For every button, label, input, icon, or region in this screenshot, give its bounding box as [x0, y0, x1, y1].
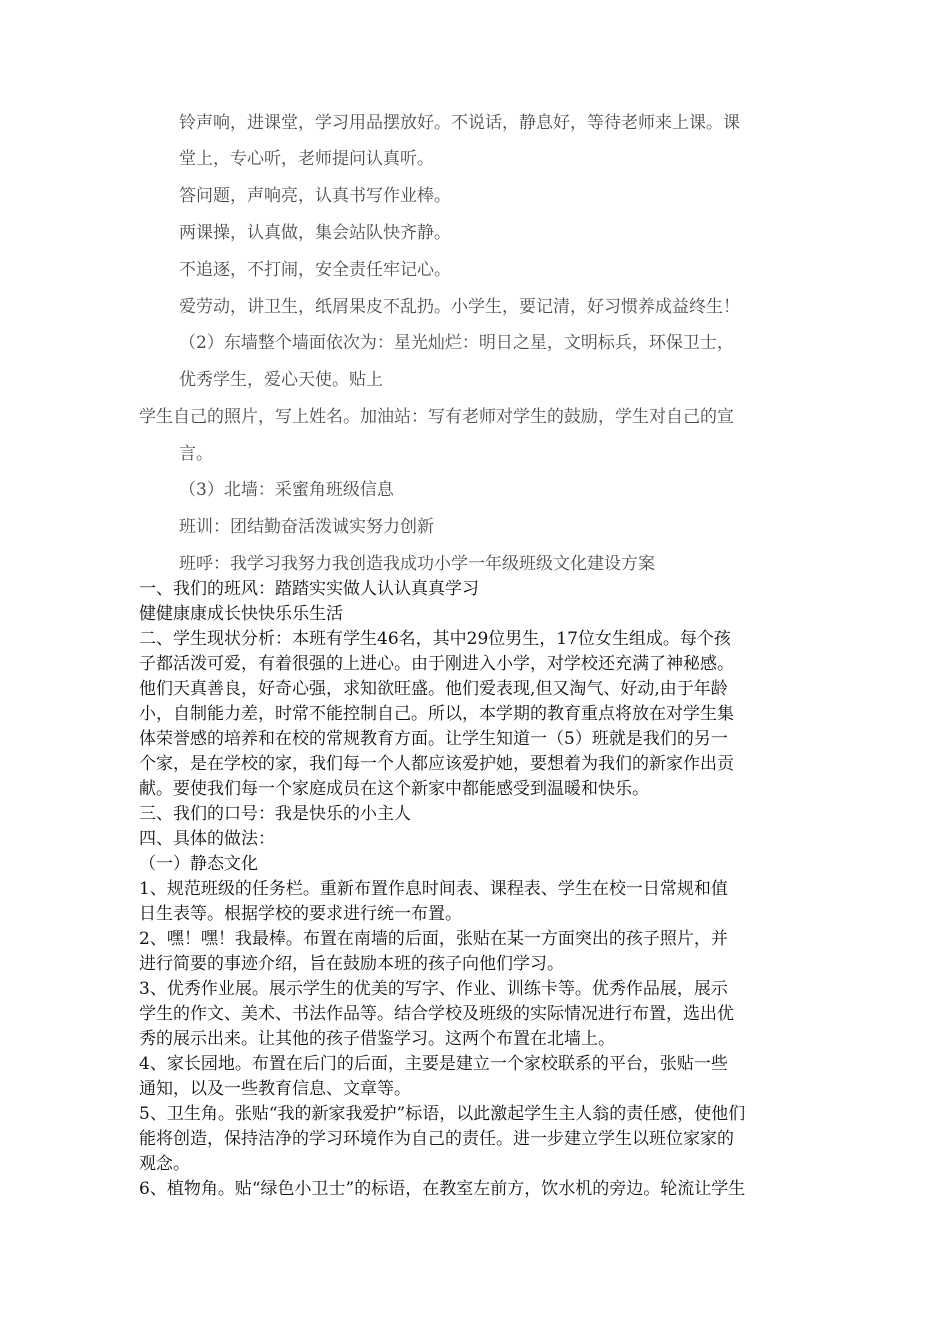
text-line: 通知，以及一些教育信息、文章等。 [139, 1079, 411, 1099]
text-line: 两课操，认真做，集会站队快齐静。 [179, 223, 451, 243]
text-line: 个家，是在学校的家，我们每一个人都应该爱护她，要想着为我们的新家作出贡 [139, 754, 734, 774]
text-line: 6、植物角。贴“绿色小卫士”的标语，在教室左前方，饮水机的旁边。轮流让学生 [139, 1179, 746, 1199]
text-line: 优秀学生，爱心天使。贴上 [179, 370, 383, 390]
text-line: 他们天真善良，好奇心强，求知欲旺盛。他们爱表现,但又淘气、好动,由于年龄 [139, 679, 728, 699]
text-line: 答问题，声响亮，认真书写作业棒。 [179, 186, 451, 206]
text-line: 四、具体的做法： [139, 829, 275, 849]
text-line: 体荣誉感的培养和在校的常规教育方面。让学生知道一（5）班就是我们的另一 [139, 729, 728, 749]
text-line: 一、我们的班风：踏踏实实做人认认真真学习 [139, 579, 479, 599]
text-line: 学生的作文、美术、书法作品等。结合学校及班级的实际情况进行布置，选出优 [139, 1004, 734, 1024]
text-line: 献。要使我们每一个家庭成员在这个新家中都能感受到温暖和快乐。 [139, 779, 649, 799]
text-line: 4、家长园地。布置在后门的后面，主要是建立一个家校联系的平台，张贴一些 [139, 1054, 728, 1074]
text-line: 二、学生现状分析：本班有学生46名，其中29位男生，17位女生组成。每个孩 [139, 629, 731, 649]
text-line: 进行简要的事迹介绍，旨在鼓励本班的孩子向他们学习。 [139, 954, 564, 974]
text-line: 子都活泼可爱，有着很强的上进心。由于刚进入小学，对学校还充满了神秘感。 [139, 654, 734, 674]
text-line: （3）北墙：采蜜角班级信息 [179, 480, 394, 500]
text-line: 不追逐，不打闹，安全责任牢记心。 [179, 260, 451, 280]
text-line: 爱劳动，讲卫生，纸屑果皮不乱扔。小学生，要记清，好习惯养成益终生！ [179, 297, 740, 317]
text-line: 观念。 [139, 1154, 190, 1174]
text-line: 2、嘿！嘿！我最棒。布置在南墙的后面，张贴在某一方面突出的孩子照片，并 [139, 929, 728, 949]
text-line: 班训：团结勤奋活泼诚实努力创新 [179, 517, 434, 537]
text-line: 秀的展示出来。让其他的孩子借鉴学习。这两个布置在北墙上。 [139, 1029, 615, 1049]
text-line: 班呼：我学习我努力我创造我成功小学一年级班级文化建设方案 [179, 554, 655, 574]
text-line: （2）东墙整个墙面依次为：星光灿烂：明日之星，文明标兵，环保卫士， [179, 333, 734, 353]
text-line: 堂上，专心听，老师提问认真听。 [179, 149, 434, 169]
text-line: 言。 [179, 444, 213, 464]
text-line: 日生表等。根据学校的要求进行统一布置。 [139, 904, 462, 924]
text-line: 三、我们的口号：我是快乐的小主人 [139, 804, 411, 824]
text-line: （一）静态文化 [139, 854, 258, 874]
text-line: 健健康康成长快快乐乐生活 [139, 604, 343, 624]
text-line: 能将创造，保持洁净的学习环境作为自己的责任。进一步建立学生以班位家家的 [139, 1129, 734, 1149]
text-line: 铃声响，进课堂，学习用品摆放好。不说话，静息好，等待老师来上课。课 [179, 113, 740, 133]
text-line: 1、规范班级的任务栏。重新布置作息时间表、课程表、学生在校一日常规和值 [139, 879, 728, 899]
text-line: 5、卫生角。张贴“我的新家我爱护”标语，以此激起学生主人翁的责任感，使他们 [139, 1104, 746, 1124]
text-line: 3、优秀作业展。展示学生的优美的写字、作业、训练卡等。优秀作品展，展示 [139, 979, 728, 999]
text-line: 学生自己的照片，写上姓名。加油站：写有老师对学生的鼓励，学生对自己的宣 [139, 407, 734, 427]
text-line: 小，自制能力差，时常不能控制自己。所以，本学期的教育重点将放在对学生集 [139, 704, 734, 724]
